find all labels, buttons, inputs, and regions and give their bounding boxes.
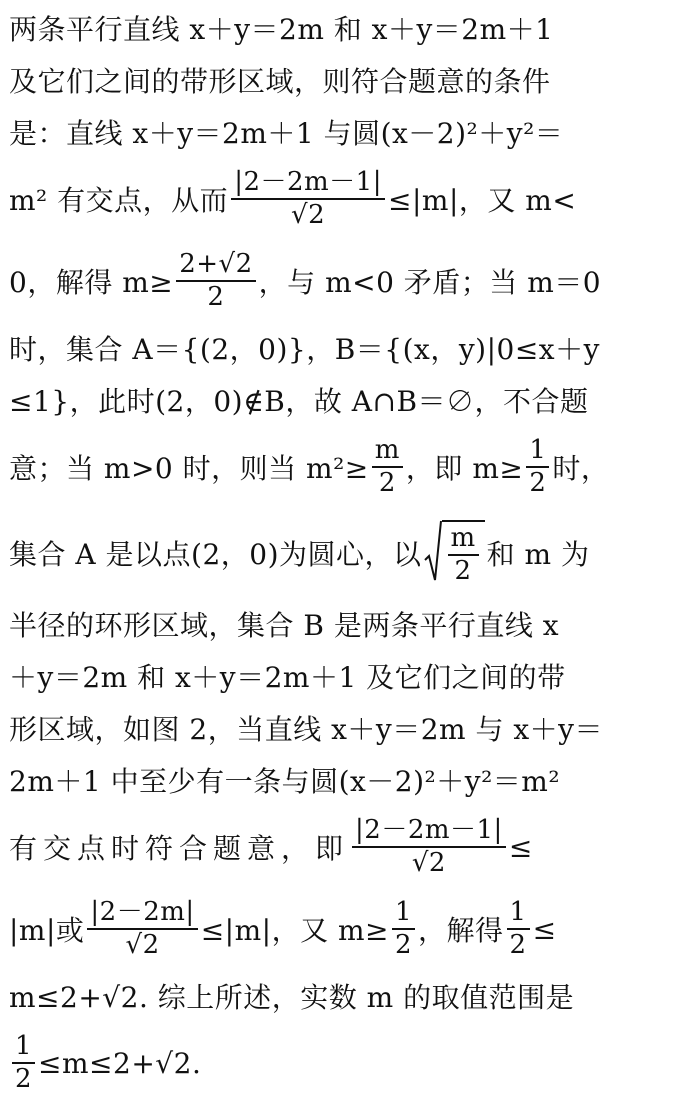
- fraction-denominator: 2: [454, 556, 472, 586]
- fraction-denominator: √2: [125, 930, 160, 960]
- line-text: ≤|m|，又 m<: [388, 184, 577, 217]
- text-line-13: [9, 754, 670, 806]
- text-line-3: [9, 106, 670, 158]
- fraction-numerator: |2－2m－1|: [352, 816, 506, 848]
- line-text: m² 有交点，从而: [9, 184, 229, 217]
- text-line-10: [9, 598, 670, 650]
- line-text: 半径的环形区域，集合 B 是两条平行直线 x: [9, 609, 560, 642]
- line-text: 形区域，如图 2，当直线 x＋y＝2m 与 x＋y＝: [9, 713, 604, 746]
- line-text: ，与 m<0 矛盾；当 m＝0: [258, 266, 602, 299]
- fraction: [12, 1032, 35, 1093]
- text-line-17: [9, 1022, 670, 1104]
- fraction-numerator: 2+√2: [176, 250, 255, 282]
- square-root: [424, 520, 485, 585]
- fraction-numerator: 1: [12, 1032, 35, 1064]
- fraction: [372, 436, 403, 497]
- fraction: [448, 524, 479, 585]
- fraction-numerator: m: [448, 524, 479, 556]
- fraction-numerator: |2－2m|: [87, 898, 197, 930]
- line-text: ≤1}，此时(2，0)∉B，故 A∩B＝∅，不合题: [9, 385, 589, 418]
- line-text: ，即 m≥: [405, 452, 524, 485]
- fraction: [176, 250, 255, 311]
- line-text: ≤: [532, 912, 557, 946]
- fraction: [352, 816, 506, 877]
- fraction-denominator: √2: [291, 200, 326, 230]
- fraction-denominator: 2: [15, 1064, 33, 1094]
- line-text: 集合 A 是以点(2，0)为圆心，以: [9, 538, 422, 571]
- line-text: 有交点时符合题意，即: [9, 832, 350, 865]
- text-line-16: [9, 970, 670, 1022]
- line-text: 是：直线 x＋y＝2m＋1 与圆(x－2)²＋y²＝: [9, 117, 564, 150]
- text-line-2: [9, 54, 670, 106]
- fraction-denominator: 2: [378, 468, 396, 498]
- line-text: ，解得: [418, 914, 504, 947]
- fraction-numerator: 1: [392, 898, 415, 930]
- text-line-14: [9, 806, 670, 888]
- fraction-denominator: 2: [394, 930, 413, 960]
- line-text: |m|或: [9, 914, 85, 947]
- line-text: ≤: [508, 830, 539, 864]
- line-text: 两条平行直线 x＋y＝2m 和 x＋y＝2m＋1: [9, 13, 554, 46]
- text-line-11: [9, 650, 670, 702]
- text-line-6: [9, 322, 670, 374]
- line-text: 意；当 m>0 时，则当 m²≥: [9, 452, 369, 485]
- fraction-denominator: 2: [207, 282, 225, 312]
- fraction: [526, 436, 549, 497]
- text-line-5: [9, 240, 670, 322]
- line-text: 2m＋1 中至少有一条与圆(x－2)²＋y²＝m²: [9, 765, 561, 798]
- fraction: [392, 898, 415, 959]
- line-text: 和 m 为: [486, 538, 590, 571]
- fraction-numerator: 1: [526, 436, 549, 468]
- line-text: ≤|m|，又 m≥: [200, 914, 389, 947]
- fraction: [507, 898, 530, 959]
- fraction: [87, 898, 197, 959]
- fraction-denominator: 2: [529, 468, 547, 498]
- text-line-1: [9, 2, 670, 54]
- text-line-15: [9, 888, 670, 970]
- line-text: 及它们之间的带形区域，则符合题意的条件: [9, 65, 551, 98]
- line-text: 时，集合 A＝{(2，0)}，B＝{(x，y)|0≤x＋y: [9, 333, 600, 366]
- line-text: ≤m≤2+√2.: [38, 1046, 202, 1080]
- fraction-numerator: m: [372, 436, 403, 468]
- text-line-8: [9, 426, 670, 508]
- fraction-numerator: 1: [507, 898, 530, 930]
- radical-sign-icon: [424, 520, 442, 582]
- text-line-7: [9, 374, 670, 426]
- text-line-9: [9, 508, 670, 598]
- text-line-4: [9, 158, 670, 240]
- fraction-denominator: 2: [509, 930, 527, 960]
- text-line-12: [9, 702, 670, 754]
- line-text: m≤2+√2. 综上所述，实数 m 的取值范围是: [9, 981, 575, 1014]
- fraction-numerator: |2－2m－1|: [231, 168, 385, 200]
- line-text: 0，解得 m≥: [9, 266, 174, 299]
- line-text: 时，: [552, 452, 610, 485]
- fraction: [231, 168, 385, 229]
- fraction-denominator: √2: [411, 848, 446, 878]
- line-text: ＋y＝2m 和 x＋y＝2m＋1 及它们之间的带: [9, 661, 566, 694]
